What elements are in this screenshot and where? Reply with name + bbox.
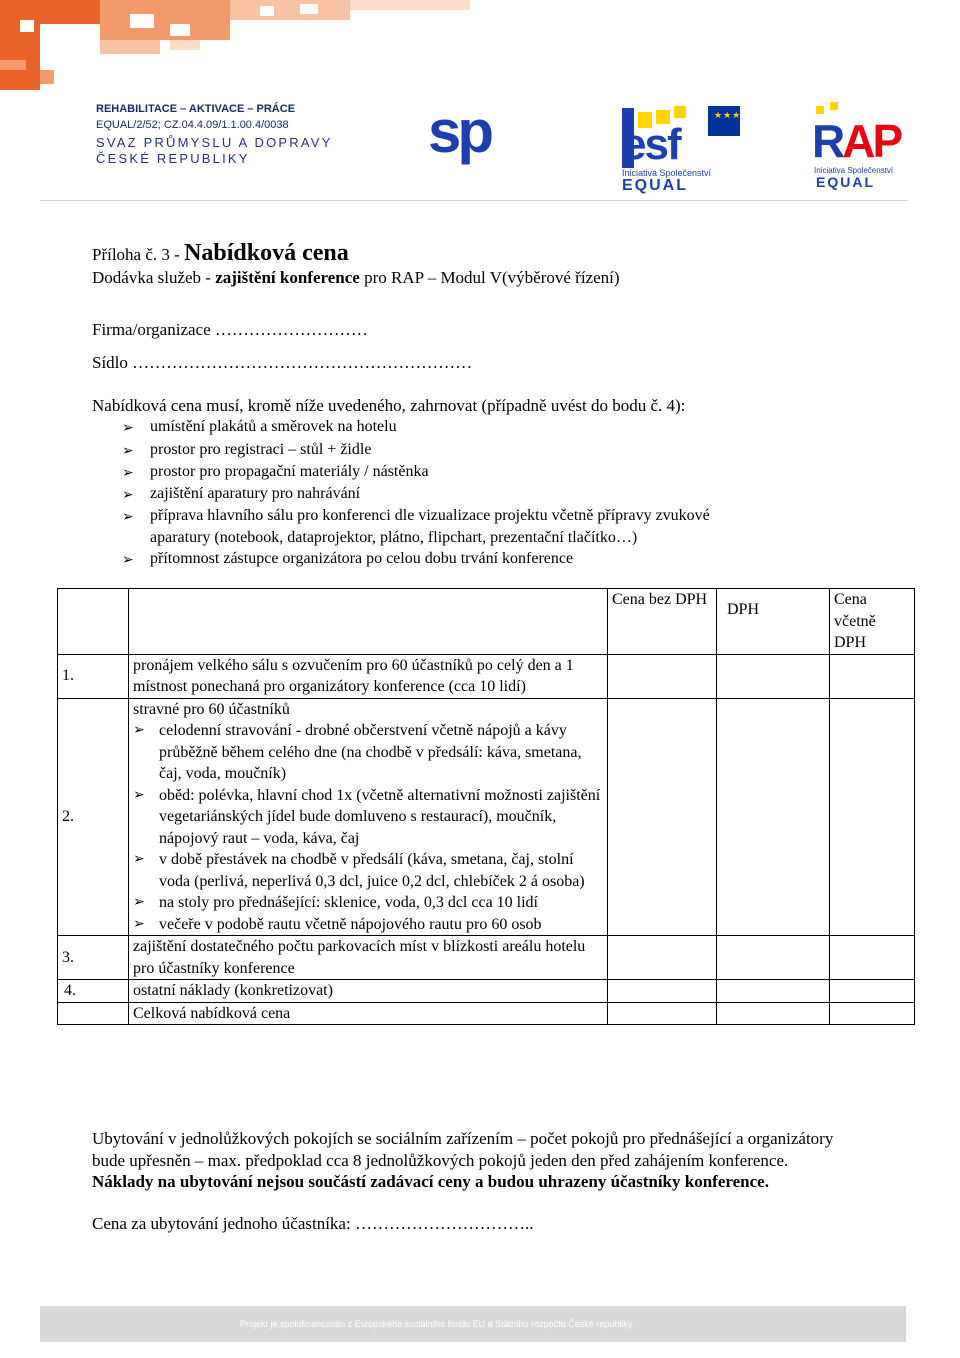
price-cell[interactable] bbox=[608, 980, 717, 1003]
arrow-bullet-icon: ➢ bbox=[122, 510, 134, 525]
subtitle-post: pro RAP – Modul V(výběrové řízení) bbox=[359, 268, 620, 287]
org-line-2: EQUAL/2/52; CZ.04.4.09/1.1.00.4/0038 bbox=[96, 119, 289, 131]
bullet-item: umístění plakátů a směrovek na hotelu bbox=[150, 418, 397, 435]
price-cell[interactable] bbox=[608, 1002, 717, 1025]
bullet-item: přítomnost zástupce organizátora po celou dobu trvání konference bbox=[150, 550, 574, 567]
arrow-bullet-icon: ➢ bbox=[122, 444, 134, 459]
row-number: 2. bbox=[58, 698, 129, 936]
title-prefix: Příloha č. 3 - bbox=[92, 245, 185, 264]
arrow-bullet-icon: ➢ bbox=[122, 488, 134, 503]
arrow-bullet-icon: ➢ bbox=[133, 916, 145, 932]
rap-logo-sub2: EQUAL bbox=[816, 174, 875, 190]
accommodation-bold: Náklady na ubytování nejsou součástí zadávací ceny a budou uhrazeny účastníky konference. bbox=[92, 1172, 769, 1191]
arrow-bullet-icon: ➢ bbox=[122, 466, 134, 481]
firma-field[interactable]: Firma/organizace ……………………… bbox=[92, 320, 368, 339]
price-cell[interactable] bbox=[608, 698, 717, 936]
vat-cell[interactable] bbox=[717, 936, 830, 980]
row-subitem: na stoly pro přednášející: sklenice, voda, 0,3 dcl cca 10 lidí bbox=[159, 894, 538, 911]
price-vat-cell[interactable] bbox=[830, 980, 915, 1003]
row-number: 3. bbox=[58, 936, 129, 980]
table-row bbox=[58, 654, 915, 698]
arrow-bullet-icon: ➢ bbox=[133, 723, 145, 738]
row-subitem: v době přestávek na chodbě v předsálí (káva, smetana, čaj, stolní voda (perlivá, neperlivá 0,3 dcl, juice 0,2 dcl, chlebíček 2 á osoba) bbox=[159, 851, 585, 890]
sidlo-field[interactable]: Sídlo …………………………………………………… bbox=[92, 353, 473, 372]
footer-bar bbox=[40, 1306, 906, 1342]
subtitle-pre: Dodávka služeb - bbox=[92, 268, 216, 287]
price-cell[interactable] bbox=[608, 654, 717, 698]
bullet-item: prostor pro propagační materiály / nástěnka bbox=[150, 463, 429, 480]
title-main: Nabídková cena bbox=[184, 240, 349, 266]
esf-logo bbox=[622, 104, 742, 196]
page-title bbox=[92, 240, 349, 267]
price-table bbox=[57, 588, 915, 1025]
header-divider bbox=[40, 200, 908, 201]
price-vat-cell[interactable] bbox=[830, 698, 915, 936]
price-vat-cell[interactable] bbox=[830, 1002, 915, 1025]
vat-cell[interactable] bbox=[717, 698, 830, 936]
row-text: ostatní náklady (konkretizovat) bbox=[129, 980, 608, 1003]
org-line-3: SVAZ PRŮMYSLU A DOPRAVY bbox=[96, 135, 333, 150]
table-row bbox=[58, 698, 915, 936]
table-row bbox=[58, 980, 915, 1003]
row-text: stravné pro 60 účastníků bbox=[133, 700, 290, 718]
row-subitem: oběd: polévka, hlavní chod 1x (včetně alternativní možnosti zajištění vegetariánských jídel bude domluveno s restaurací), moučník, nápojový raut – voda, káva, čaj bbox=[159, 786, 601, 847]
org-line-4: ČESKÉ REPUBLIKY bbox=[96, 151, 250, 166]
rap-logo: RAP Iniciativa Společenství EQUAL bbox=[812, 100, 912, 192]
esf-logo-sub2: EQUAL bbox=[622, 177, 688, 194]
row-subitem: večeře v podobě rautu včetně nápojového rautu pro 60 osob bbox=[159, 915, 542, 933]
bullet-item: prostor pro registraci – stůl + židle bbox=[150, 441, 372, 458]
row-number bbox=[58, 1002, 129, 1025]
row-number: 1. bbox=[58, 654, 129, 698]
vat-cell[interactable] bbox=[717, 1002, 830, 1025]
footer-text: Projekt je spolufinancován z Evropského sociálního fondu EU a Státního rozpočtu České republiky. bbox=[240, 1319, 635, 1329]
row-text: pronájem velkého sálu s ozvučením pro 60 účastníků po celý den a 1 místnost ponechaná pro organizátory konference (cca 10 lidí) bbox=[129, 654, 608, 698]
header-vat: DPH bbox=[717, 589, 830, 655]
price-vat-cell[interactable] bbox=[830, 654, 915, 698]
row-text: Celková nabídková cena bbox=[129, 1002, 608, 1025]
accommodation-price-field[interactable]: Cena za ubytování jednoho účastníka: ………………………….. bbox=[92, 1214, 534, 1233]
arrow-bullet-icon: ➢ bbox=[133, 852, 145, 867]
arrow-bullet-icon: ➢ bbox=[122, 421, 134, 436]
eu-stars-icon: ★★★ bbox=[714, 110, 742, 120]
subtitle-bold: zajištění konference bbox=[215, 268, 360, 287]
table-total-row bbox=[58, 1002, 915, 1025]
price-cell[interactable] bbox=[608, 936, 717, 980]
esf-logo-text: esf bbox=[622, 120, 680, 169]
vat-cell[interactable] bbox=[717, 654, 830, 698]
row-text: zajištění dostatečného počtu parkovacích míst v blízkosti areálu hotelu pro účastníky konference bbox=[129, 936, 608, 980]
bullet-item: příprava hlavního sálu pro konferenci dle vizualizace projektu včetně přípravy zvukové bbox=[150, 507, 710, 524]
header-price-no-vat: Cena bez DPH bbox=[608, 589, 717, 655]
intro-text: Nabídková cena musí, kromě níže uvedeného, zahrnovat (případně uvést do bodu č. 4): bbox=[92, 396, 686, 415]
sp-logo bbox=[428, 98, 491, 165]
accommodation-text: Ubytování v jednolůžkových pokojích se sociálním zařízením – počet pokojů pro přednášející a organizátory bude upřesněn – max. předpoklad cca 8 jednolůžkových pokojů jeden den před zahájením konference. bbox=[92, 1129, 834, 1170]
arrow-bullet-icon: ➢ bbox=[122, 553, 134, 568]
arrow-bullet-icon: ➢ bbox=[133, 895, 145, 910]
table-header-row bbox=[58, 589, 915, 655]
price-vat-cell[interactable] bbox=[830, 936, 915, 980]
table-row bbox=[58, 936, 915, 980]
header-price-vat: Cena včetně DPH bbox=[830, 589, 915, 655]
arrow-bullet-icon: ➢ bbox=[133, 787, 145, 803]
row-subitem: celodenní stravování - drobné občerstvení včetně nápojů a kávy průběžně během celého dne (na chodbě v předsálí: káva, smetana, čaj, voda, moučník) bbox=[159, 722, 582, 782]
sp-logo-text: sp bbox=[428, 98, 491, 165]
rap-logo-sub1: Iniciativa Společenství bbox=[814, 166, 894, 175]
vat-cell[interactable] bbox=[717, 980, 830, 1003]
accommodation-note bbox=[92, 1128, 852, 1193]
org-line-1: REHABILITACE – AKTIVACE – PRÁCE bbox=[96, 103, 296, 115]
bullet-item-cont: aparatury (notebook, dataprojektor, plátno, flipchart, prezentační tlačítko…) bbox=[150, 529, 638, 546]
bullet-item: zajištění aparatury pro nahrávání bbox=[150, 485, 361, 502]
subtitle bbox=[92, 268, 620, 288]
esf-logo-sub1: Iniciativa Společenství bbox=[622, 168, 712, 178]
row-number: 4. bbox=[58, 980, 129, 1003]
